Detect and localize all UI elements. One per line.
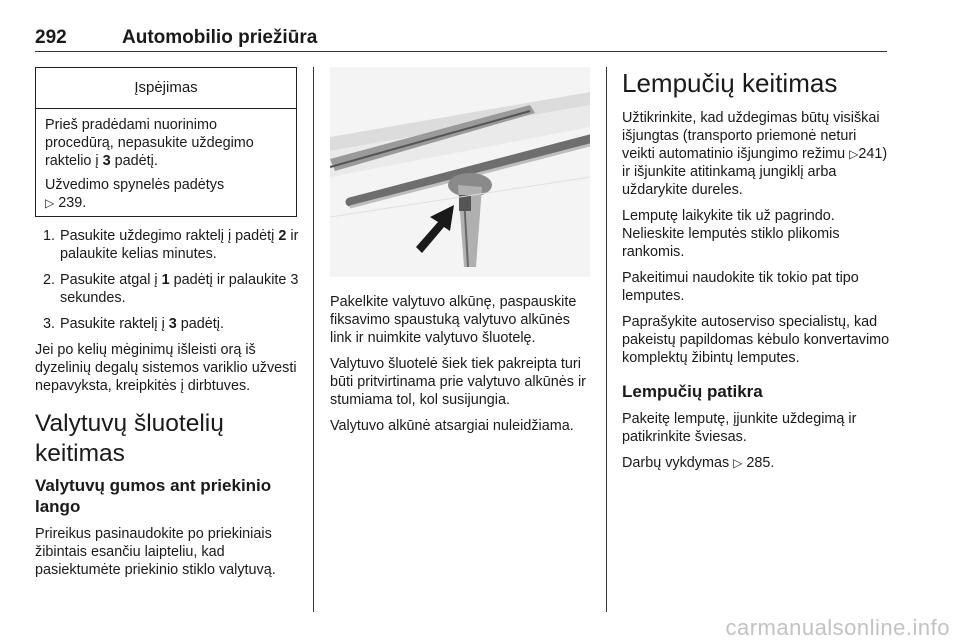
section-heading: Lempučių keitimas xyxy=(622,68,838,98)
paragraph: Paprašykite autoserviso specialistų, kad pakeistų papildomas kėbulo konvertavimo komplektų žibintų lemputes. xyxy=(622,314,890,366)
paragraph: Valytuvo šluotelė šiek tiek pakreipta turi būti pritvirtinama prie valytuvo alkūnės ir stumiama tol, kol susijungia. xyxy=(330,356,586,408)
page-ref[interactable]: 285. xyxy=(746,455,775,471)
wiper-arm-image xyxy=(330,67,590,277)
step-text: padėtį. xyxy=(176,316,225,332)
warning-text-part: Prieš pradėdami nuorinimo procedūrą, nepasukite uždegimo raktelio į xyxy=(45,117,254,169)
step-text: ir palaukite kelias minutes. xyxy=(60,228,299,262)
warning-ref-text: Užvedimo spynelės padėtys xyxy=(45,177,225,193)
paragraph: Pakeitę lemputę, įjunkite uždegimą ir patikrinkite šviesas. xyxy=(622,411,857,445)
header-divider xyxy=(35,51,887,52)
paragraph-text: Darbų vykdymas xyxy=(622,455,730,471)
step-bold: 2 xyxy=(278,228,287,244)
right-column xyxy=(622,67,892,480)
list-item xyxy=(35,227,303,263)
step-text: padėtį ir palaukite 3 sekundes. xyxy=(60,272,299,306)
triangle-right-icon: ▷ xyxy=(45,196,55,210)
page-number: 292 xyxy=(35,27,67,48)
step-bold: 1 xyxy=(161,272,170,288)
triangle-right-icon: ▷ xyxy=(733,456,743,470)
column-divider-2 xyxy=(606,67,607,612)
triangle-right-icon: ▷ xyxy=(849,147,859,161)
paragraph: Prireikus pasinaudokite po priekiniais žibintais esančiu laipteliu, kad pasiektumėte priekinio stiklo valytuvą. xyxy=(35,526,276,578)
column-divider-1 xyxy=(313,67,314,612)
wiper-illustration xyxy=(330,67,590,277)
warning-text-end: padėtį. xyxy=(110,153,158,169)
section-heading: Valytuvų šluotelių keitimas xyxy=(35,410,224,467)
paragraph xyxy=(622,454,892,472)
paragraph: Valytuvo alkūnė atsargiai nuleidžiama. xyxy=(330,418,574,434)
page-ref[interactable]: 241 xyxy=(858,146,883,162)
section-title: Automobilio priežiūra xyxy=(122,27,318,48)
paragraph: Lemputę laikykite tik už pagrindo. Nelieskite lemputės stiklo plikomis rankomis. xyxy=(622,208,840,260)
step-bold: 3 xyxy=(168,316,177,332)
list-item xyxy=(35,315,303,333)
steps-list xyxy=(35,227,303,333)
warning-box xyxy=(35,67,297,217)
paragraph: Pakelkite valytuvo alkūnę, paspauskite fiksavimo spaustuką valytuvo alkūnės link ir nuimkite valytuvo šluotelę. xyxy=(330,294,577,346)
subsection-heading: Valytuvų gumos ant priekinio lango xyxy=(35,476,272,516)
middle-column xyxy=(330,293,595,443)
warning-title: Įspėjimas xyxy=(36,68,296,109)
warning-bold: 3 xyxy=(102,153,111,169)
warning-text xyxy=(45,116,287,170)
paragraph: Pakeitimui naudokite tik tokio pat tipo lemputes. xyxy=(622,270,859,304)
warning-ref xyxy=(45,176,287,212)
paragraph xyxy=(622,109,892,199)
subsection-heading: Lempučių patikra xyxy=(622,382,763,401)
paragraph-text: ) ir išjunkite atitinkamą jungiklį arba uždarykite dureles. xyxy=(622,146,888,198)
step-text: Pasukite raktelį į xyxy=(60,316,169,332)
list-item xyxy=(35,271,303,307)
warning-ref-page[interactable]: 239. xyxy=(58,195,87,211)
paragraph: Jei po kelių mėginimų išleisti orą iš dyzelinių degalų sistemos variklio užvesti nepavyksta, kreipkitės į dirbtuves. xyxy=(35,342,297,394)
paragraph-text: Užtikrinkite, kad uždegimas būtų visiškai išjungtas (transporto priemonė neturi veikti automatinio išjungimo režimu xyxy=(622,110,880,162)
left-column xyxy=(35,227,303,587)
step-number: 1. xyxy=(43,228,56,244)
step-number: 2. xyxy=(43,272,56,288)
step-text: Pasukite uždegimo raktelį į padėtį xyxy=(60,228,279,244)
watermark: carmanualsonline.info xyxy=(725,615,950,640)
step-number: 3. xyxy=(43,316,56,332)
step-text: Pasukite atgal į xyxy=(60,272,162,288)
